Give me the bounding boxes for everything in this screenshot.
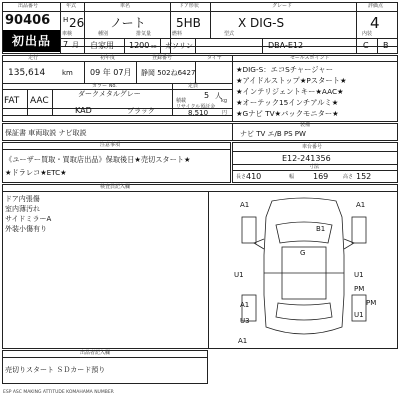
mark-front-right: A1 (356, 201, 366, 209)
width-value: 169 (313, 172, 329, 181)
inspector-line-1: ドア内張傷 (5, 195, 40, 203)
front-right-wheel (352, 217, 366, 243)
door-type: 5HB (176, 16, 201, 30)
equip-label: 装備 (300, 122, 311, 128)
recycle-label: リサイクル預託金 (176, 104, 216, 110)
sales-point-1: ★DIG-S：エコSチャージャー (236, 65, 334, 74)
left-mirror (254, 239, 264, 249)
mark-left-rear: U3 (240, 317, 250, 325)
model-year: 26 (69, 16, 85, 30)
first-listing-badge: 初出品 (3, 30, 60, 52)
mark-rear-right: U1 (354, 311, 364, 319)
documents-list: 保証書 車両取説 ナビ取説 (5, 129, 87, 137)
front-left-wheel (242, 217, 256, 243)
notes-line-1: 《ユーザー買取・買取店出品》保取後日★売切スタート★ (5, 155, 191, 164)
category-value: 自家用 (90, 41, 114, 50)
month: 7 (63, 40, 69, 49)
mark-rear: A1 (238, 337, 248, 345)
category-label: 種別 (98, 31, 109, 37)
chassis-label: 車台番号 (302, 144, 323, 150)
seats-unit: 人 (215, 92, 222, 100)
color-label: カラー No. (92, 83, 117, 89)
color-code: KAD (75, 106, 92, 115)
inspector-line-3: サイドミラーA (5, 215, 52, 223)
height-label: 高さ (343, 174, 354, 180)
lot-number: 90406 (5, 13, 51, 28)
sales-point-2: ★アイドルストップ★Pスタート★ (236, 76, 347, 85)
mileage-value: 135,614 (8, 68, 46, 78)
seller-label: 出品者記入欄 (80, 350, 111, 356)
air-conditioning: AAC (30, 96, 49, 106)
overall-score: 4 (370, 14, 380, 32)
grade-label: グレード (272, 3, 293, 9)
width-label: 幅 (289, 174, 295, 180)
cc-label: 排気量 (136, 31, 152, 37)
vehicle-damage-diagram (214, 195, 394, 347)
doors-label: ドア形状 (179, 3, 199, 9)
sales-point-3: ★インテリジェントキー★AAC★ (236, 87, 344, 96)
color-name: ダークメタルグレー (78, 90, 141, 98)
type-label: 型式 (224, 31, 235, 37)
sales-point-label: セールスポイント (290, 55, 330, 61)
interior-grade-1: C (363, 41, 369, 50)
seller-notes: 売切りスタート ＳＤカード預り (5, 366, 106, 374)
inspection-label: 車検 (62, 31, 73, 37)
plate-number: 静岡 502ね6427 (141, 69, 196, 77)
recycle-deposit: 8,510 (188, 109, 209, 117)
inspector-label: 検査員記入欄 (100, 184, 131, 190)
model-code: DBA-E12 (268, 41, 304, 50)
mileage-label: 走行 (28, 55, 39, 61)
mark-pm-right-1: PM (354, 285, 365, 293)
footer-text: ESP ASC MAKING ATTITUDE KOMAHAMA NUMBER (3, 390, 114, 395)
inspector-line-2: 室内薄汚れ (5, 205, 40, 213)
dims-label: 寸法 (309, 164, 320, 170)
mark-left-quarter: A1 (240, 301, 250, 309)
tire-label: タイヤ (207, 55, 222, 61)
fuel-label: 燃料 (172, 31, 183, 37)
plate-label: 登録番号 (152, 55, 173, 61)
first-reg-label: 初年度 (100, 55, 116, 61)
sales-point-4: ★オーテック15インチアルミ★ (236, 98, 339, 107)
notes-label: 注意事項 (100, 142, 121, 148)
cc-unit: cc (151, 44, 157, 50)
lot-label: 出品番号 (18, 3, 39, 9)
right-mirror (344, 239, 354, 249)
notes-line-2: ★ドラレコ★ETC★ (5, 168, 67, 177)
score-label: 評価点 (368, 3, 384, 9)
mileage-unit: km (62, 69, 73, 77)
mark-right-door: U1 (354, 271, 364, 279)
length-label: 長さ (236, 174, 247, 180)
equipment-list: ナビ TV エ/B PS PW (240, 130, 306, 138)
maker-label: 車名 (120, 3, 131, 9)
chassis-number: E12-241356 (282, 154, 331, 163)
mark-pm-right-2: PM (366, 299, 377, 307)
interior-label: 内装 (362, 31, 373, 37)
seats-label: 定員 (188, 83, 199, 89)
mark-hood: B1 (316, 225, 326, 233)
rear-window (276, 303, 332, 320)
length-value: 410 (246, 172, 262, 181)
recycle-unit: 円 (222, 110, 228, 116)
seats-value: 5 (204, 91, 210, 100)
interior-grade-2: B (383, 41, 389, 50)
car-outline (264, 198, 344, 334)
load-label: 積載 (176, 98, 187, 104)
year-label: 年式 (66, 3, 77, 9)
engine-cc: 1200 (129, 41, 150, 50)
sales-point-5: ★Gナビ TV★バックモニター★ (236, 109, 339, 118)
inspector-line-4: 外装小傷有り (5, 225, 47, 233)
transmission: FAT (4, 96, 20, 106)
mark-windshield: G (300, 249, 306, 257)
mark-left-door: U1 (234, 271, 244, 279)
month-unit: 月 (72, 41, 79, 49)
grade-value: X DIG-S (238, 16, 285, 30)
first-registration: 09 年 07月 (90, 68, 132, 77)
fuel-type: ガソリン (165, 42, 193, 50)
interior-color: ブラック (127, 107, 155, 115)
model-name: ノート (110, 16, 146, 30)
era: H (63, 16, 69, 24)
mark-front-left: A1 (240, 201, 250, 209)
load-unit: kg (221, 98, 228, 104)
height-value: 152 (356, 172, 372, 181)
